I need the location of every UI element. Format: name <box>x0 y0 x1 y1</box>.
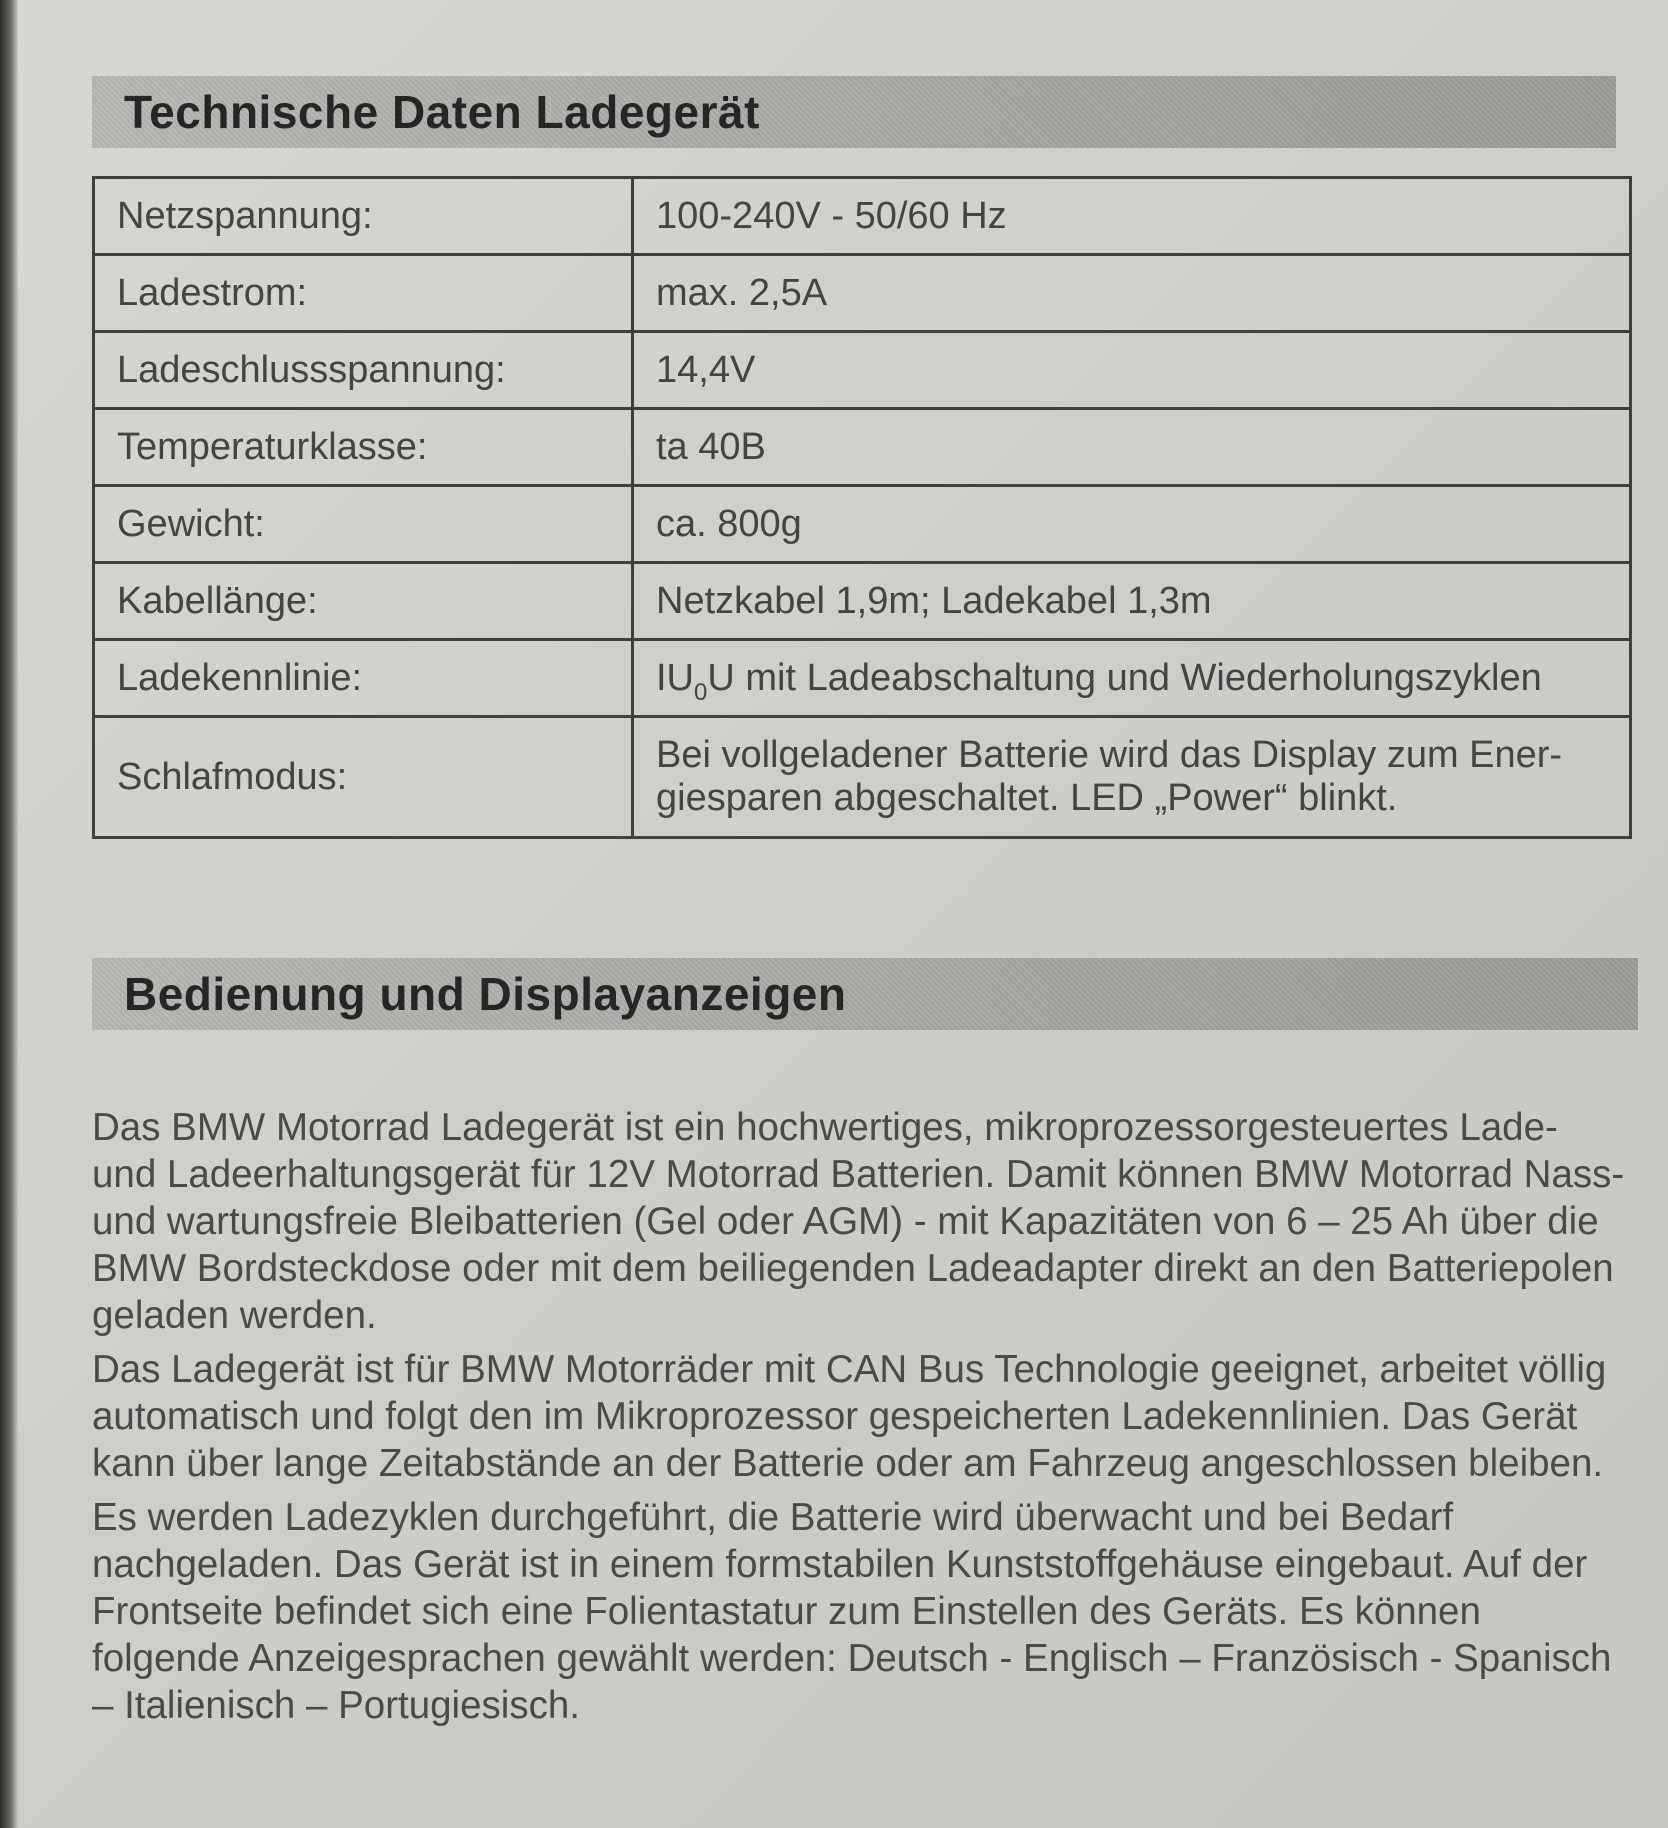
spec-value: Netzkabel 1,9m; Ladekabel 1,3m <box>633 563 1631 640</box>
spec-value-line-2: giesparen abgeschaltet. LED „Power“ blinkt. <box>656 777 1398 819</box>
spec-value-prefix: IU <box>656 656 694 699</box>
spec-value: max. 2,5A <box>633 255 1631 332</box>
table-row <box>94 178 1631 255</box>
spec-value-subscript: 0 <box>694 678 708 706</box>
operation-body-text <box>92 1104 1632 1736</box>
page-binding-edge <box>0 0 18 1828</box>
spec-label: Ladestrom: <box>94 255 633 332</box>
table-row <box>94 563 1631 640</box>
table-row <box>94 486 1631 563</box>
section-header-technical <box>92 76 1616 148</box>
table-row <box>94 255 1631 332</box>
spec-value <box>633 717 1631 838</box>
paragraph: Es werden Ladezyklen durchgeführt, die Batterie wird überwacht und bei Bedarf nachgeladen. Das Gerät ist in einem formstabilen Kunststoffgehäuse eingebaut. Auf der Frontseite befindet sich eine Folientastatur zum Einstellen des Geräts. Es können folgende Anzeigesprachen gewählt werden: Deutsch - Englisch – Französisch - Spanisch – Italienisch – Portugiesisch. <box>92 1496 1612 1727</box>
spec-value: 100-240V - 50/60 Hz <box>633 178 1631 255</box>
spec-value-line-1: Bei vollgeladener Batterie wird das Display zum Ener- <box>656 734 1563 777</box>
spec-value: 14,4V <box>633 332 1631 409</box>
table-row <box>94 409 1631 486</box>
spec-label: Schlafmodus: <box>94 717 633 838</box>
section-title-operation: Bedienung und Displayanzeigen <box>124 968 847 1020</box>
specs-table <box>92 176 1632 839</box>
spec-value-suffix: U mit Ladeabschaltung und Wiederholungszyklen <box>707 656 1542 699</box>
spec-label: Kabellänge: <box>94 563 633 640</box>
paragraph: Das BMW Motorrad Ladegerät ist ein hochwertiges, mikroprozessorgesteuertes Lade- und Ladeerhaltungsgerät für 12V Motorrad Batterien. Damit können BMW Motorrad Nass- und wartungsfreie Bleibatterien (Gel oder AGM) - mit Kapazitäten von 6 – 25 Ah über die BMW Bordsteckdose oder mit dem beiliegenden Ladeadapter direkt an den Batteriepolen geladen werden. <box>92 1106 1625 1337</box>
spec-value: ta 40B <box>633 409 1631 486</box>
spec-label: Ladekennlinie: <box>94 640 633 717</box>
spec-label: Ladeschlussspannung: <box>94 332 633 409</box>
spec-label: Gewicht: <box>94 486 633 563</box>
paragraph: Das Ladegerät ist für BMW Motorräder mit CAN Bus Technologie geeignet, arbeitet völlig automatisch und folgt den im Mikroprozessor gespeicherten Ladekennlinien. Das Gerät kann über lange Zeitabstände an der Batterie oder am Fahrzeug angeschlossen bleiben. <box>92 1348 1607 1485</box>
spec-value <box>633 640 1631 717</box>
table-row <box>94 640 1631 717</box>
spec-value: ca. 800g <box>633 486 1631 563</box>
spec-label: Netzspannung: <box>94 178 633 255</box>
section-header-operation <box>92 958 1638 1030</box>
spec-label: Temperaturklasse: <box>94 409 633 486</box>
table-row <box>94 717 1631 838</box>
table-row <box>94 332 1631 409</box>
section-title-technical: Technische Daten Ladegerät <box>124 86 760 138</box>
